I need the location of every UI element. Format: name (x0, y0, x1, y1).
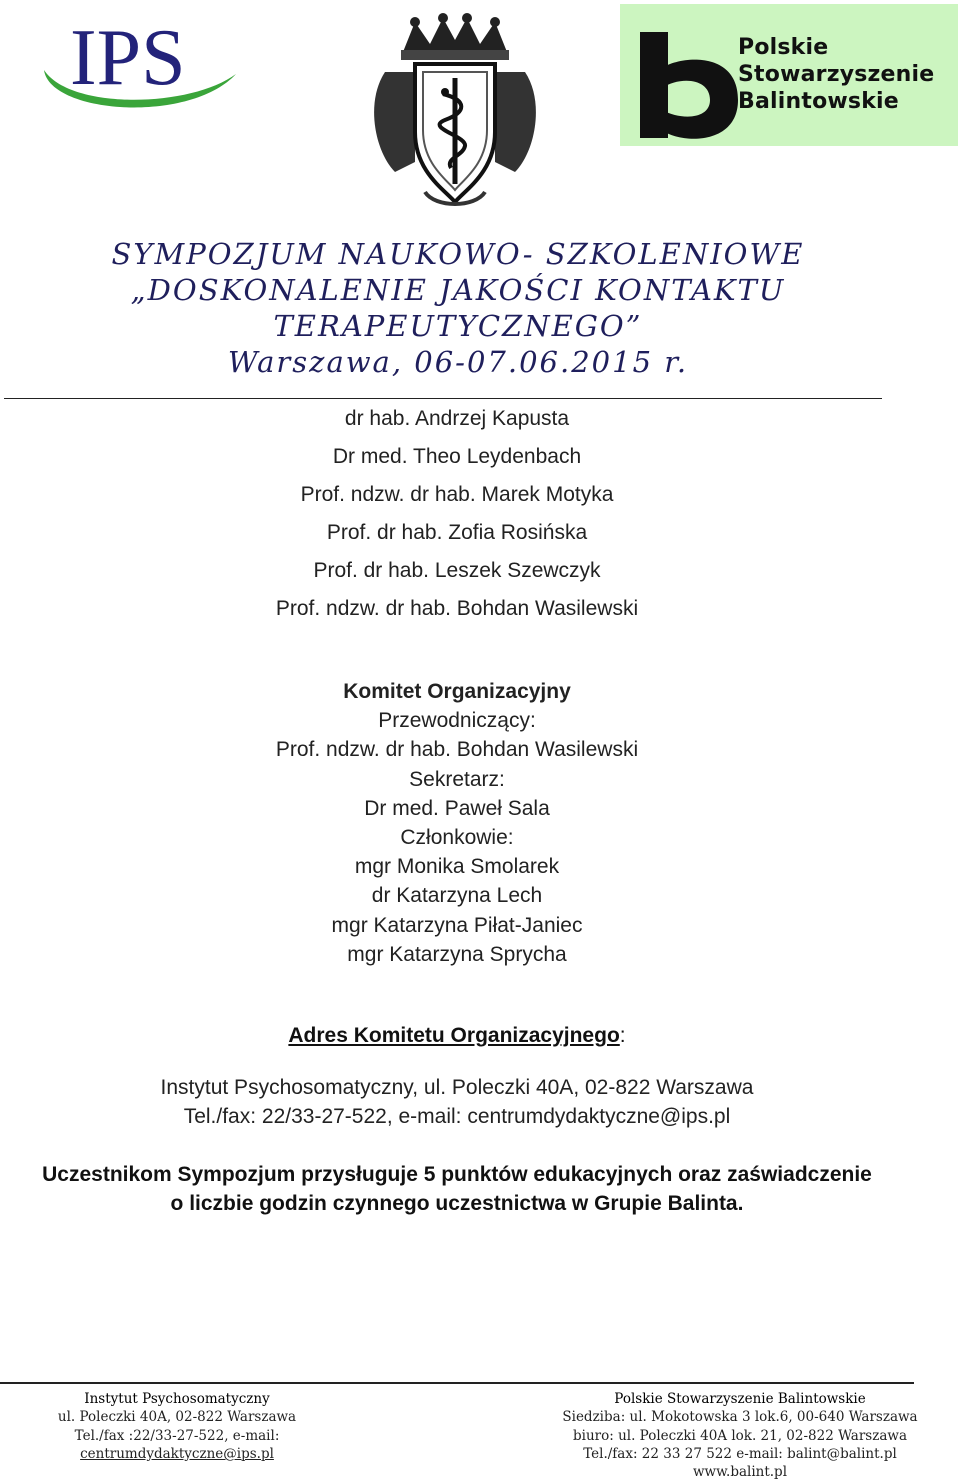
address-heading-text: Adres Komitetu Organizacyjnego (288, 1024, 620, 1047)
footer-psb-name: Polskie Stowarzyszenie Balintowskie (614, 1391, 866, 1407)
title-line: SYMPOZJUM NAUKOWO- SZKOLENIOWE (111, 237, 805, 271)
footer-psb-contact: Tel./fax: 22 33 27 522 e-mail: balint@balint.pl (583, 1445, 897, 1462)
organizing-committee (0, 677, 914, 969)
committee-member: Prof. ndzw. dr hab. Bohdan Wasilewski (275, 597, 639, 620)
credits-note-line: o liczbie godzin czynnego uczestnictwa w Grupie Balinta. (170, 1192, 744, 1215)
psb-logo-line: Stowarzyszenie (738, 62, 935, 87)
psb-logo-line: Balintowskie (738, 89, 899, 114)
address-heading-colon: : (619, 1024, 626, 1047)
psb-logo-line: Polskie (738, 35, 829, 60)
address-heading (0, 1024, 914, 1048)
address-block (0, 1073, 914, 1131)
title-line: TERAPEUTYCZNEGO” (273, 309, 643, 343)
committee-list (0, 400, 914, 628)
psb-logo-text (738, 34, 934, 115)
footer-ips-name: Instytut Psychosomatyczny (84, 1391, 270, 1407)
address-contact: Tel./fax: 22/33-27-522, e-mail: centrumdydaktyczne@ips.pl (183, 1105, 731, 1128)
divider (4, 398, 882, 399)
chair-label: Przewodniczący: (378, 709, 536, 733)
chair-name: Prof. ndzw. dr hab. Bohdan Wasilewski (275, 738, 639, 762)
footer-ips-address: ul. Poleczki 40A, 02-822 Warszawa (57, 1409, 297, 1426)
committee-member: Prof. dr hab. Zofia Rosińska (326, 521, 588, 544)
footer-psb (560, 1390, 920, 1481)
footer-ips (40, 1390, 314, 1463)
medical-crest-logo (355, 12, 555, 212)
address-line: Instytut Psychosomatyczny, ul. Poleczki 40A, 02-822 Warszawa (160, 1076, 754, 1099)
secretary-name: Dr med. Paweł Sala (364, 796, 550, 820)
secretary-label: Sekretarz: (409, 767, 505, 791)
footer-ips-phone: Tel./fax :22/33-27-522, e-mail: (74, 1427, 280, 1444)
title-date: Warszawa, 06-07.06.2015 r. (227, 345, 689, 379)
members-label: Członkowie: (400, 826, 514, 850)
credits-note-line: Uczestnikom Sympozjum przysługuje 5 punktów edukacyjnych oraz zaświadczenie (42, 1163, 872, 1186)
ips-logo-text: IPS (70, 14, 186, 102)
footer-psb-office: biuro: ul. Poleczki 40A lok. 21, 02-822 Warszawa (573, 1427, 907, 1444)
credits-note (0, 1160, 914, 1218)
committee-member: dr hab. Andrzej Kapusta (344, 407, 570, 430)
psb-b-letter-icon (640, 10, 750, 142)
committee-member: Dr med. Theo Leydenbach (332, 445, 582, 468)
member-name: mgr Katarzyna Piłat-Janiec (331, 913, 583, 937)
symposium-title (0, 236, 916, 380)
psb-logo (620, 4, 958, 146)
member-name: mgr Katarzyna Sprycha (347, 942, 567, 966)
ips-logo (40, 12, 240, 122)
title-line: „DOSKONALENIE JAKOŚCI KONTAKTU (130, 273, 786, 307)
member-name: dr Katarzyna Lech (371, 884, 543, 908)
committee-member: Prof. ndzw. dr hab. Marek Motyka (300, 483, 614, 506)
footer-divider (0, 1382, 914, 1384)
footer-psb-seat: Siedziba: ul. Mokotowska 3 lok.6, 00-640 Warszawa (562, 1409, 918, 1426)
organizing-committee-heading: Komitet Organizacyjny (343, 680, 571, 703)
footer-ips-email-link[interactable]: centrumdydaktyczne@ips.pl (80, 1445, 274, 1462)
footer-psb-website: www.balint.pl (692, 1464, 788, 1481)
member-name: mgr Monika Smolarek (354, 855, 560, 879)
committee-member: Prof. dr hab. Leszek Szewczyk (313, 559, 601, 582)
